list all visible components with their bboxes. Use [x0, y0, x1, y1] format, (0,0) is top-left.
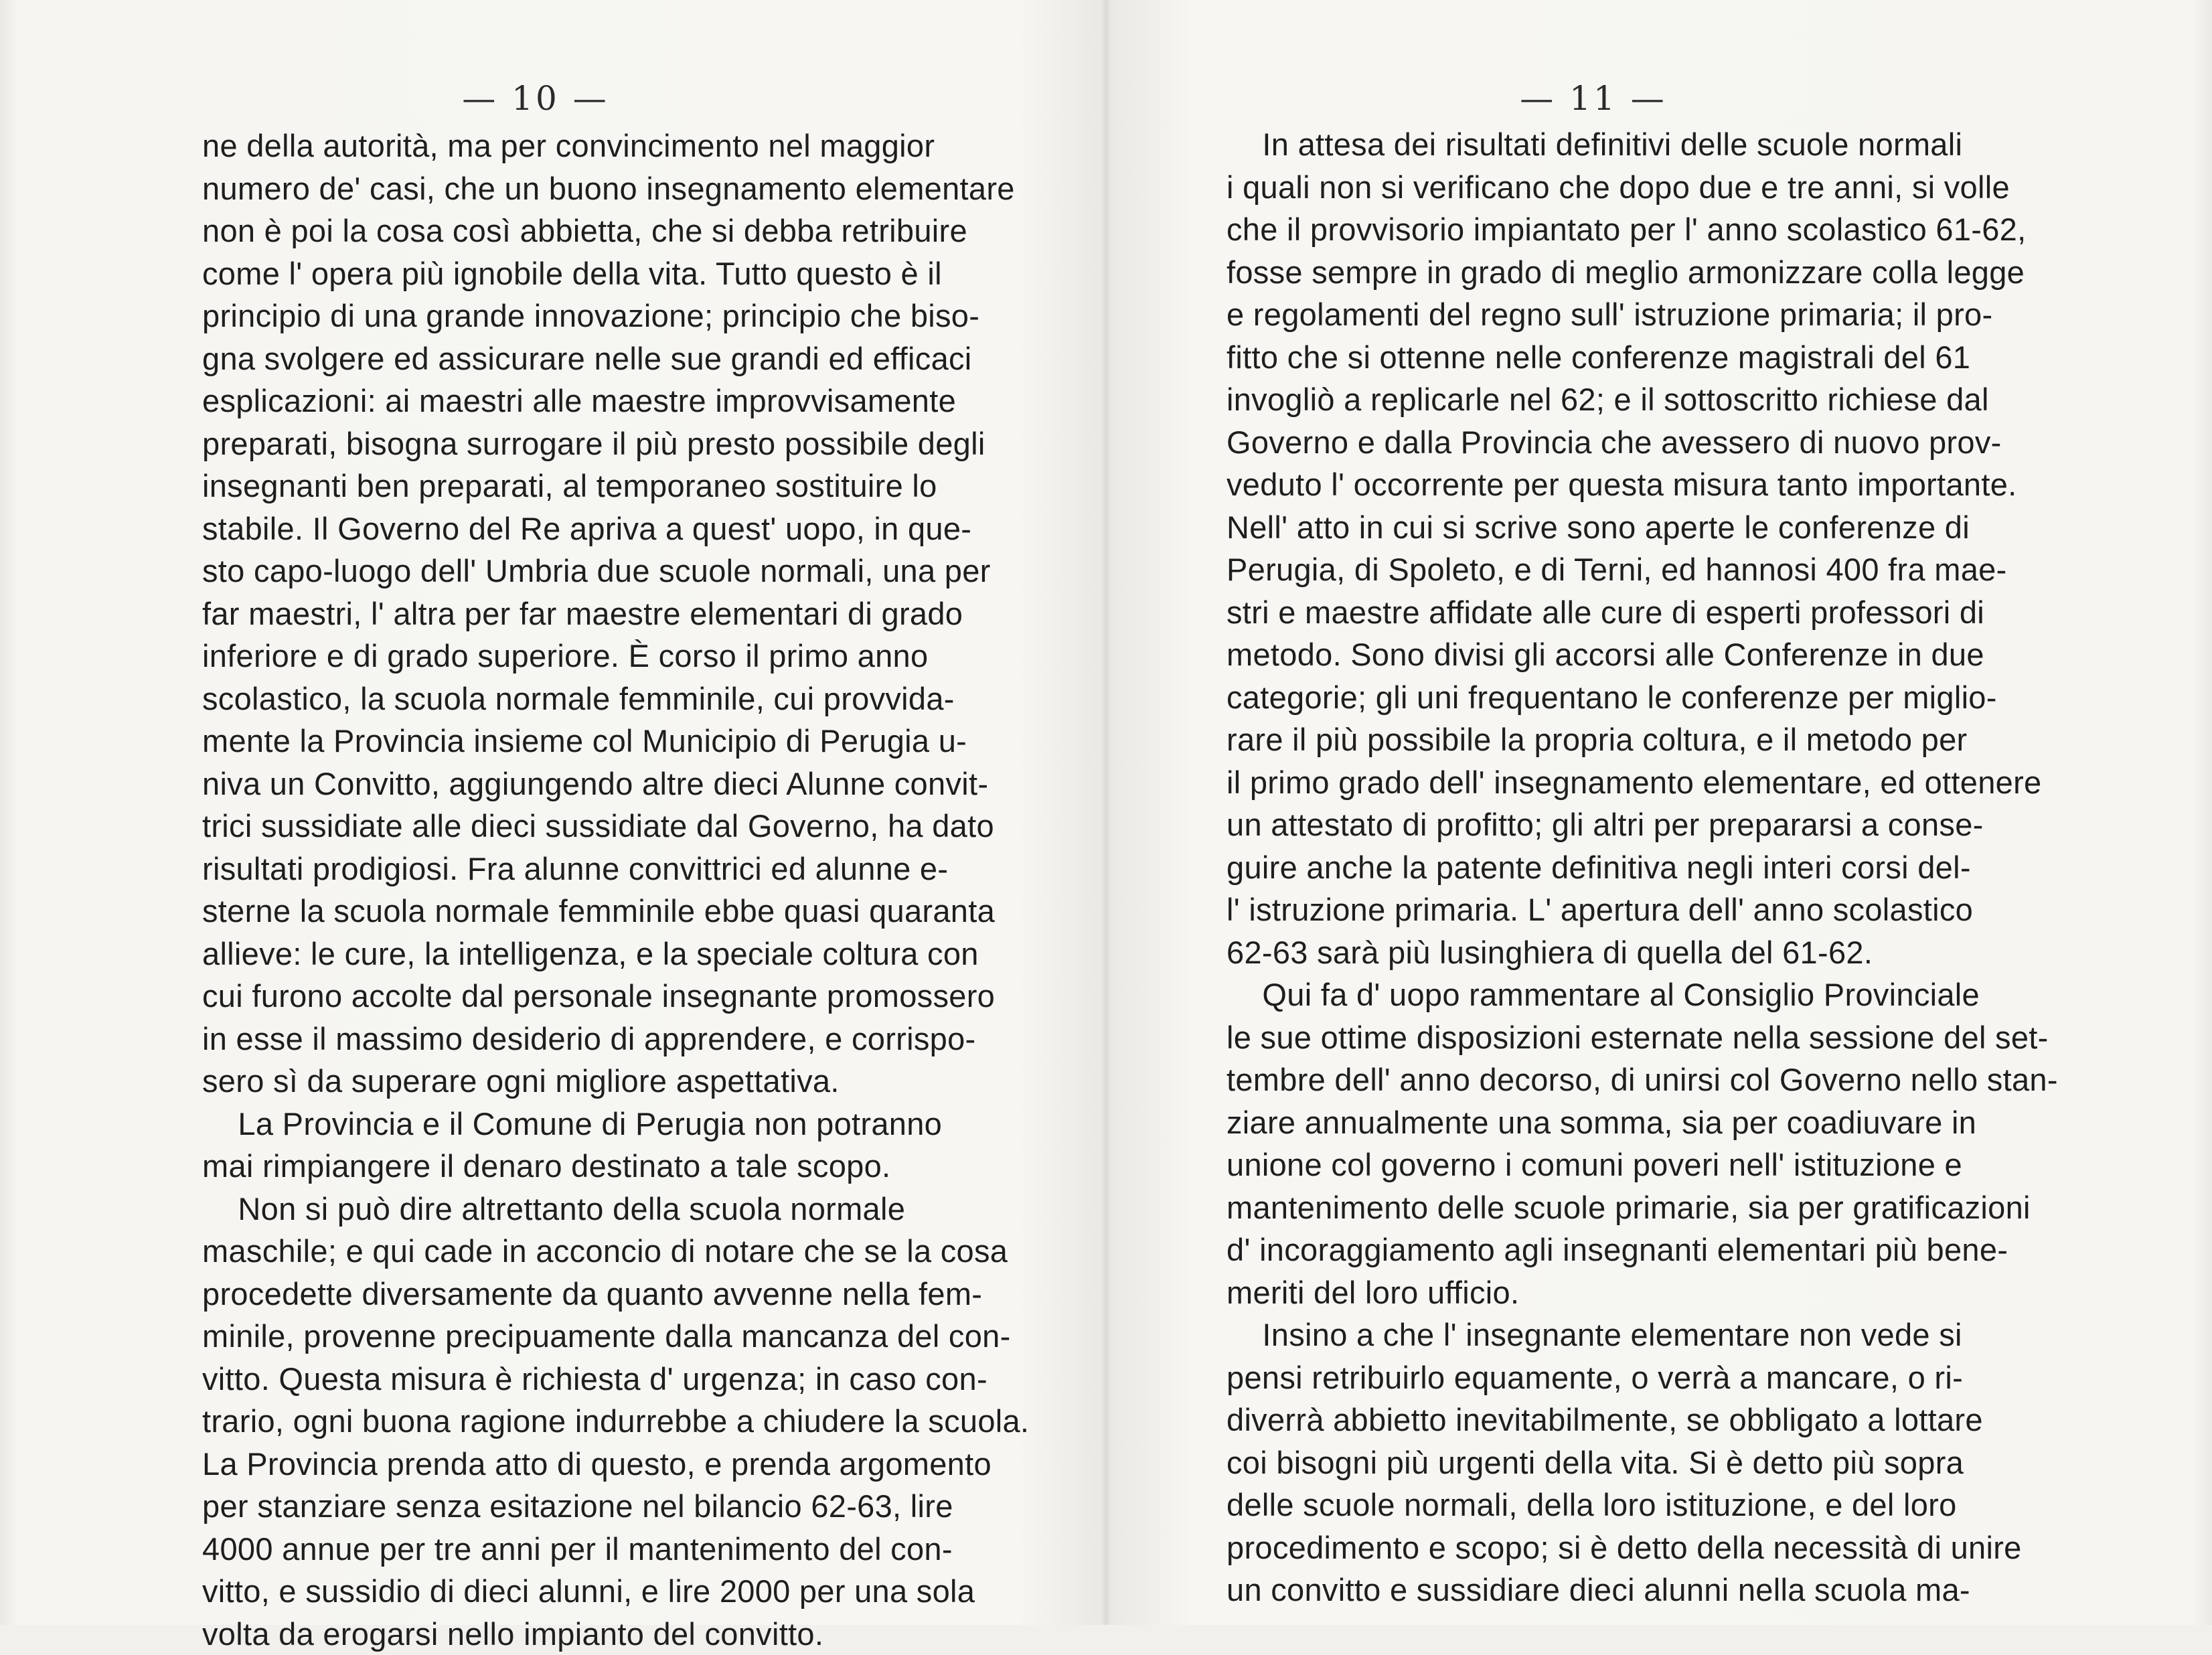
text-line: principio di una grande innovazione; principio che biso- — [202, 295, 972, 337]
text-line: tembre dell' anno decorso, di unirsi col Governo nello stan- — [1227, 1058, 2003, 1101]
text-line: stri e maestre affidate alle cure di esperti professori di — [1227, 591, 2003, 634]
text-line: trici sussidiate alle dieci sussidiate dal Governo, ha dato — [202, 805, 972, 848]
text-line: stabile. Il Governo del Re apriva a quest' uopo, in que- — [202, 507, 972, 550]
text-line: che il provvisorio impiantato per l' anno scolastico 61-62, — [1227, 208, 2003, 251]
text-line: trario, ogni buona ragione indurrebbe a chiudere la scuola. — [202, 1400, 972, 1443]
text-line: come l' opera più ignobile della vita. Tutto questo è il — [202, 252, 972, 295]
text-line: ziare annualmente una somma, sia per coadiuvare in — [1227, 1101, 2003, 1144]
text-line: procedette diversamente da quanto avvenne nella fem- — [202, 1273, 972, 1316]
text-line: meriti del loro ufficio. — [1227, 1271, 2003, 1314]
text-line: La Provincia e il Comune di Perugia non potranno — [202, 1103, 972, 1146]
text-line: scolastico, la scuola normale femminile, cui provvida- — [202, 678, 972, 720]
text-line: insegnanti ben preparati, al temporaneo sostituire lo — [202, 465, 972, 507]
body-text — [1227, 123, 2003, 1611]
text-line: sterne la scuola normale femminile ebbe quasi quaranta — [202, 890, 972, 933]
text-line: risultati prodigiosi. Fra alunne convittrici ed alunne e- — [202, 848, 972, 890]
text-line: vitto, e sussidio di dieci alunni, e lire 2000 per una sola — [202, 1570, 972, 1613]
text-line: i quali non si verificano che dopo due e tre anni, si volle — [1227, 166, 2003, 209]
text-line: vitto. Questa misura è richiesta d' urgenza; in caso con- — [202, 1358, 972, 1401]
text-line: sero sì da superare ogni migliore aspettativa. — [202, 1060, 972, 1103]
text-line: niva un Convitto, aggiungendo altre dieci Alunne convit- — [202, 763, 972, 805]
text-line: unione col governo i comuni poveri nell' istituzione e — [1227, 1144, 2003, 1186]
text-line: per stanziare senza esitazione nel bilancio 62-63, lire — [202, 1485, 972, 1528]
text-line: veduto l' occorrente per questa misura tanto importante. — [1227, 463, 2003, 506]
text-line: fitto che si ottenne nelle conferenze magistrali del 61 — [1227, 336, 2003, 379]
text-line: procedimento e scopo; si è detto della necessità di unire — [1227, 1526, 2003, 1569]
text-line: mai rimpiangere il denaro destinato a tale scopo. — [202, 1145, 972, 1188]
text-line: cui furono accolte dal personale insegnante promossero — [202, 975, 972, 1018]
text-line: far maestri, l' altra per far maestre elementari di grado — [202, 593, 972, 635]
text-line: mente la Provincia insieme col Municipio di Perugia u- — [202, 720, 972, 763]
text-line: metodo. Sono divisi gli accorsi alle Conferenze in due — [1227, 633, 2003, 676]
text-line: 62-63 sarà più lusinghiera di quella del 61-62. — [1227, 931, 2003, 974]
text-line: Qui fa d' uopo rammentare al Consiglio Provinciale — [1227, 973, 2003, 1016]
text-line: rare il più possibile la propria coltura, e il metodo per — [1227, 718, 2003, 761]
text-line: l' istruzione primaria. L' apertura dell' anno scolastico — [1227, 888, 2003, 931]
text-line: diverrà abbietto inevitabilmente, se obbligato a lottare — [1227, 1399, 2003, 1441]
text-line: sto capo-luogo dell' Umbria due scuole normali, una per — [202, 550, 972, 593]
text-line: Governo e dalla Provincia che avessero di nuovo prov- — [1227, 421, 2003, 464]
text-line: minile, provenne precipuamente dalla mancanza del con- — [202, 1315, 972, 1358]
page-number: — 11 — — [1493, 79, 1694, 118]
text-line: Perugia, di Spoleto, e di Terni, ed hannosi 400 fra mae- — [1227, 548, 2003, 591]
text-line: 4000 annue per tre anni per il mantenimento del con- — [202, 1528, 972, 1571]
text-line: In attesa dei risultati definitivi delle scuole normali — [1227, 123, 2003, 166]
text-line: La Provincia prenda atto di questo, e prenda argomento — [202, 1443, 972, 1486]
text-line: mantenimento delle scuole primarie, sia per gratificazioni — [1227, 1186, 2003, 1229]
text-line: categorie; gli uni frequentano le conferenze per miglio- — [1227, 676, 2003, 719]
text-line: non è poi la cosa così abbietta, che si debba retribuire — [202, 210, 972, 252]
text-line: un attestato di profitto; gli altri per prepararsi a conse- — [1227, 803, 2003, 846]
text-line: esplicazioni: ai maestri alle maestre improvvisamente — [202, 380, 972, 422]
text-line: maschile; e qui cade in acconcio di notare che se la cosa — [202, 1230, 972, 1273]
text-line: invogliò a replicarle nel 62; e il sottoscritto richiese dal — [1227, 378, 2003, 421]
text-line: fosse sempre in grado di meglio armonizzare colla legge — [1227, 251, 2003, 294]
text-line: allieve: le cure, la intelligenza, e la speciale coltura con — [202, 933, 972, 975]
text-line: numero de' casi, che un buono insegnamento elementare — [202, 167, 972, 210]
text-line: Non si può dire altrettanto della scuola normale — [202, 1188, 972, 1231]
text-line: delle scuole normali, della loro istituzione, e del loro — [1227, 1484, 2003, 1526]
text-line: il primo grado dell' insegnamento elementare, ed ottenere — [1227, 761, 2003, 804]
text-line: e regolamenti del regno sull' istruzione primaria; il pro- — [1227, 293, 2003, 336]
text-line: in esse il massimo desiderio di apprendere, e corrispo- — [202, 1018, 972, 1060]
text-line: inferiore e di grado superiore. È corso il primo anno — [202, 635, 972, 678]
text-line: un convitto e sussidiare dieci alunni nella scuola ma- — [1227, 1569, 2003, 1611]
text-line: volta da erogarsi nello impianto del convitto. — [202, 1613, 972, 1655]
left-page — [0, 0, 1106, 1625]
page-number: — 10 — — [435, 79, 636, 118]
text-line: Nell' atto in cui si scrive sono aperte le conferenze di — [1227, 506, 2003, 549]
text-line: d' incoraggiamento agli insegnanti elementari più bene- — [1227, 1229, 2003, 1271]
text-line: guire anche la patente definitiva negli interi corsi del- — [1227, 846, 2003, 889]
text-line: preparati, bisogna surrogare il più presto possibile degli — [202, 422, 972, 465]
right-page — [1106, 0, 2212, 1625]
text-line: coi bisogni più urgenti della vita. Si è detto più sopra — [1227, 1441, 2003, 1484]
text-line: pensi retribuirlo equamente, o verrà a mancare, o ri- — [1227, 1356, 2003, 1399]
text-line: Insino a che l' insegnante elementare non vede si — [1227, 1314, 2003, 1356]
text-line: le sue ottime disposizioni esternate nella sessione del set- — [1227, 1016, 2003, 1059]
text-line: gna svolgere ed assicurare nelle sue grandi ed efficaci — [202, 337, 972, 380]
body-text — [202, 125, 972, 1655]
text-line: ne della autorità, ma per convincimento nel maggior — [202, 125, 972, 167]
